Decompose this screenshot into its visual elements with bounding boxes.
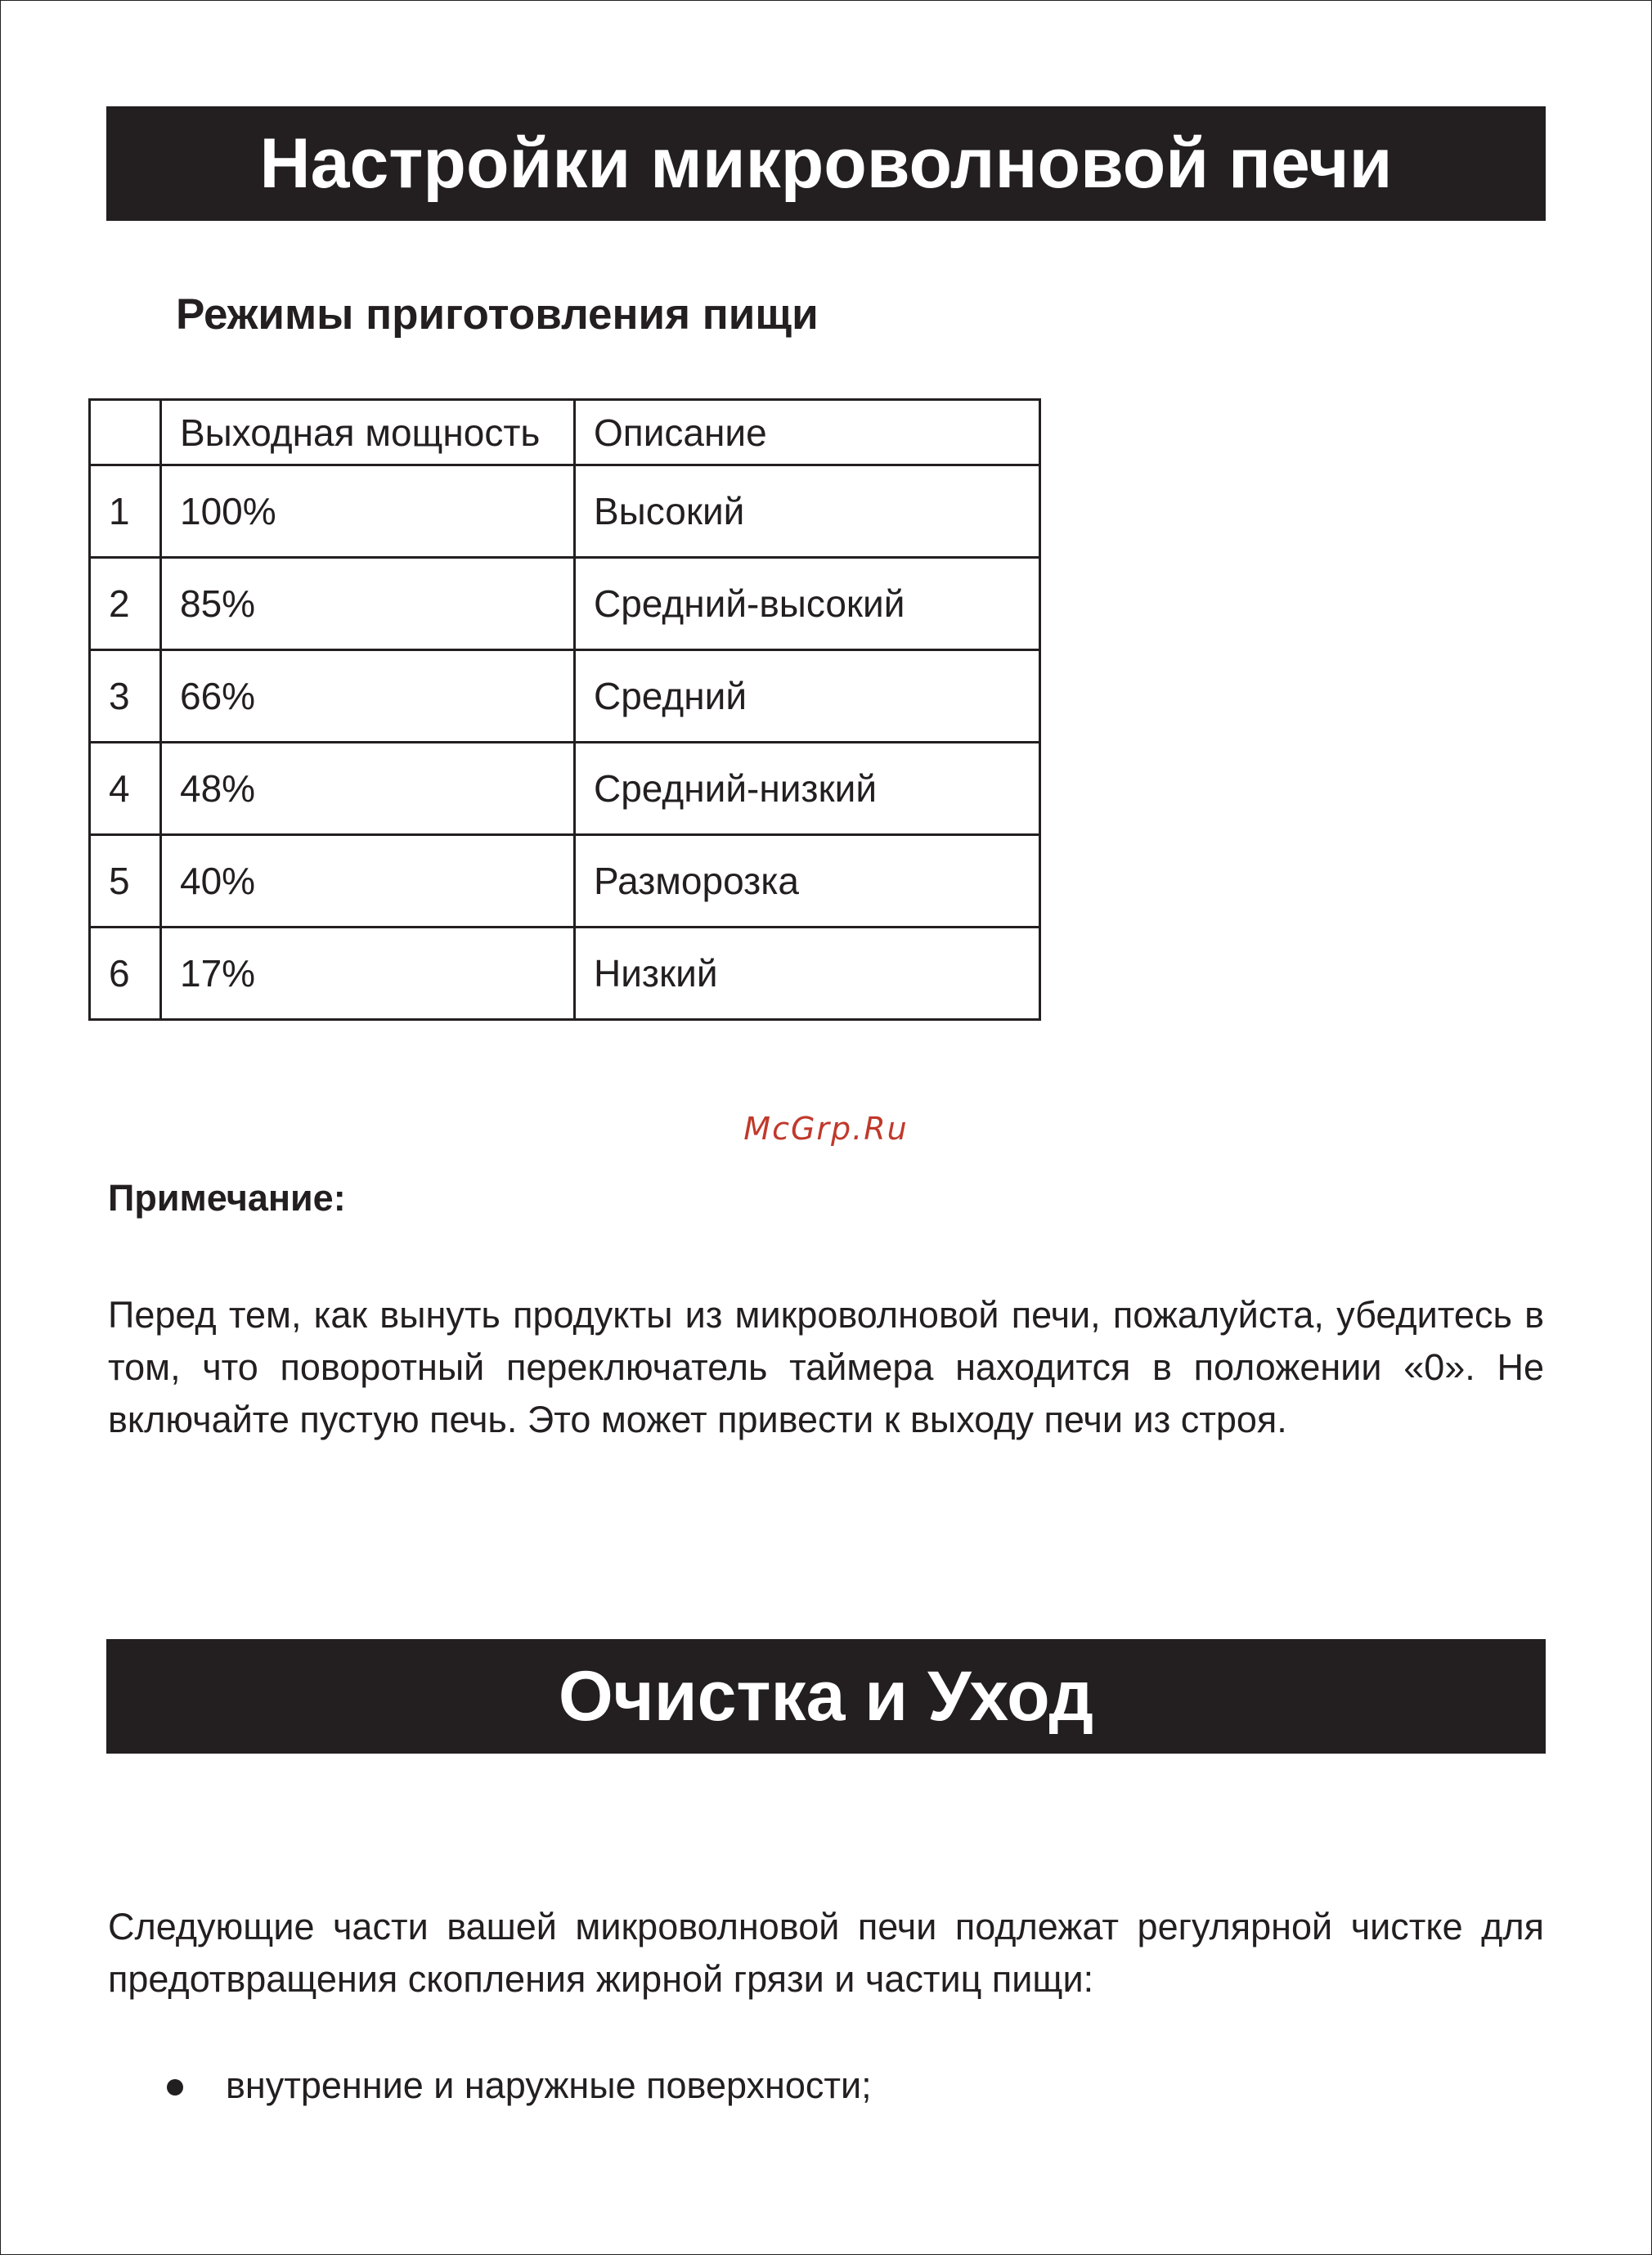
- list-item: внутренние и наружные поверхности;: [226, 2064, 872, 2106]
- cell-power: 85%: [161, 558, 575, 650]
- section-title-cleaning: Очистка и Уход: [106, 1639, 1546, 1754]
- note-label: Примечание:: [108, 1177, 346, 1219]
- section-title-settings: Настройки микроволновой печи: [106, 106, 1546, 221]
- cell-power: 100%: [161, 465, 575, 558]
- cell-description: Высокий: [575, 465, 1040, 558]
- cell-number: 4: [90, 743, 161, 835]
- cell-power: 48%: [161, 743, 575, 835]
- header-cell-description: Описание: [575, 400, 1040, 465]
- table-row: [90, 928, 1040, 1020]
- cell-number: 2: [90, 558, 161, 650]
- bullet-dot-icon: [167, 2079, 183, 2096]
- cleaning-intro-text: Следующие части вашей микроволновой печи подлежат регулярной чистке для предотвращения скопления жирной грязи и частиц пищи:: [108, 1906, 1544, 2000]
- cell-description: Низкий: [575, 928, 1040, 1020]
- cooking-modes-heading: Режимы приготовления пищи: [176, 290, 819, 339]
- power-modes-table: [88, 398, 1041, 1021]
- header-cell-number: [90, 400, 161, 465]
- table-row: [90, 743, 1040, 835]
- header-cell-power: Выходная мощность: [161, 400, 575, 465]
- cell-description: Разморозка: [575, 835, 1040, 928]
- cell-power: 66%: [161, 650, 575, 743]
- note-text: Перед тем, как вынуть продукты из микроволновой печи, пожалуйста, убедитесь в том, что поворотный переключатель таймера находится в положении «0». Не включайте пустую печь. Это может привести к выходу печи из строя.: [108, 1294, 1544, 1440]
- cell-number: 6: [90, 928, 161, 1020]
- table-row: [90, 465, 1040, 558]
- table-header-row: [90, 400, 1040, 465]
- cell-power: 17%: [161, 928, 575, 1020]
- cell-description: Средний-высокий: [575, 558, 1040, 650]
- watermark: McGrp.Ru: [743, 1111, 909, 1147]
- table-row: [90, 835, 1040, 928]
- table-row: [90, 650, 1040, 743]
- cell-description: Средний-низкий: [575, 743, 1040, 835]
- cell-power: 40%: [161, 835, 575, 928]
- cell-number: 1: [90, 465, 161, 558]
- table-row: [90, 558, 1040, 650]
- cell-number: 5: [90, 835, 161, 928]
- cell-description: Средний: [575, 650, 1040, 743]
- cell-number: 3: [90, 650, 161, 743]
